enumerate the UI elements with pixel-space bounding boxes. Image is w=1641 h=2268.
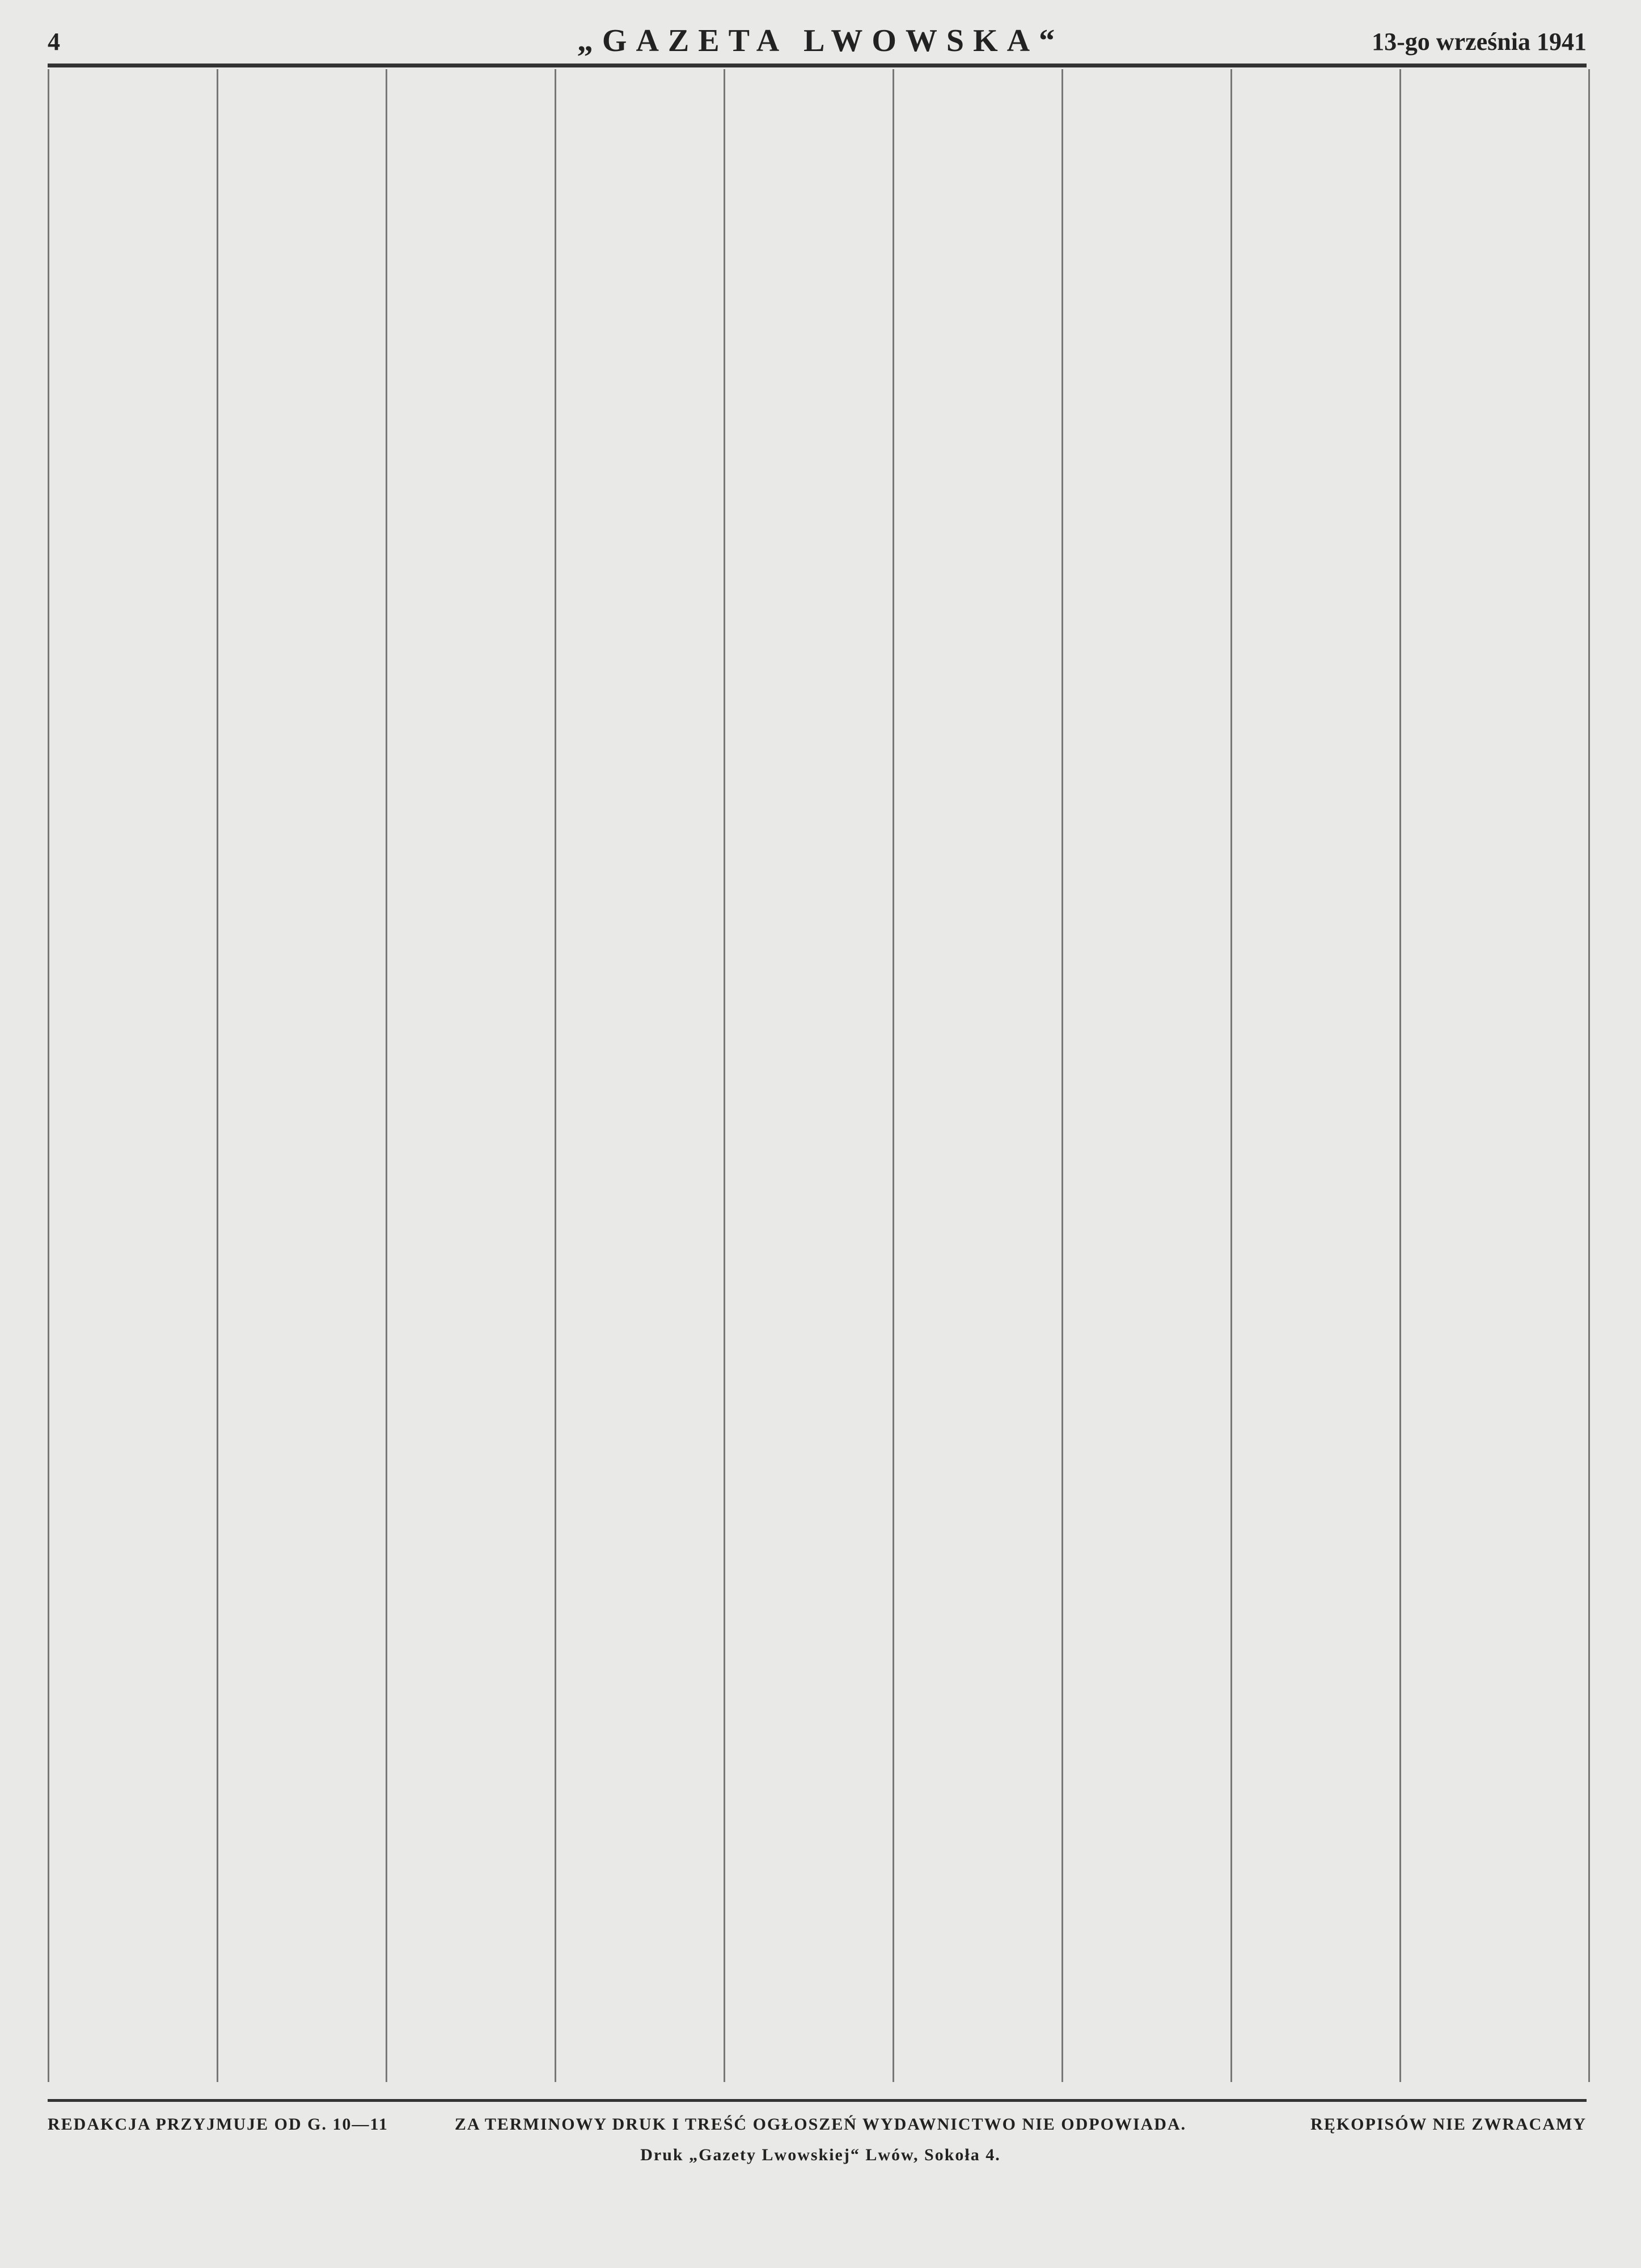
- printer-line: Druk „Gazety Lwowskiej“ Lwów, Sokoła 4.: [640, 2146, 1001, 2164]
- footer-rule: [48, 2099, 1587, 2102]
- column-9: [1399, 69, 1590, 2082]
- column-3: [386, 69, 553, 2082]
- classifieds-area: [48, 69, 1587, 2082]
- column-5: [724, 69, 891, 2082]
- issue-date: 13-go września 1941: [1372, 28, 1587, 56]
- column-8: [1230, 69, 1398, 2082]
- column-1: [48, 69, 215, 2082]
- column-2: [217, 69, 384, 2082]
- page-number: 4: [48, 28, 60, 56]
- masthead-rule: [48, 64, 1587, 67]
- column-6: [893, 69, 1060, 2082]
- masthead: [0, 0, 1641, 62]
- footer-center: ZA TERMINOWY DRUK I TREŚĆ OGŁOSZEŃ WYDAWNICTWO NIE ODPOWIADA.: [454, 2115, 1187, 2134]
- column-7: [1061, 69, 1229, 2082]
- newspaper-title: „GAZETA LWOWSKA“: [577, 23, 1064, 58]
- footer-left: REDAKCJA PRZYJMUJE OD G. 10—11: [48, 2115, 388, 2134]
- column-4: [555, 69, 722, 2082]
- footer-right: RĘKOPISÓW NIE ZWRACAMY: [1310, 2115, 1587, 2134]
